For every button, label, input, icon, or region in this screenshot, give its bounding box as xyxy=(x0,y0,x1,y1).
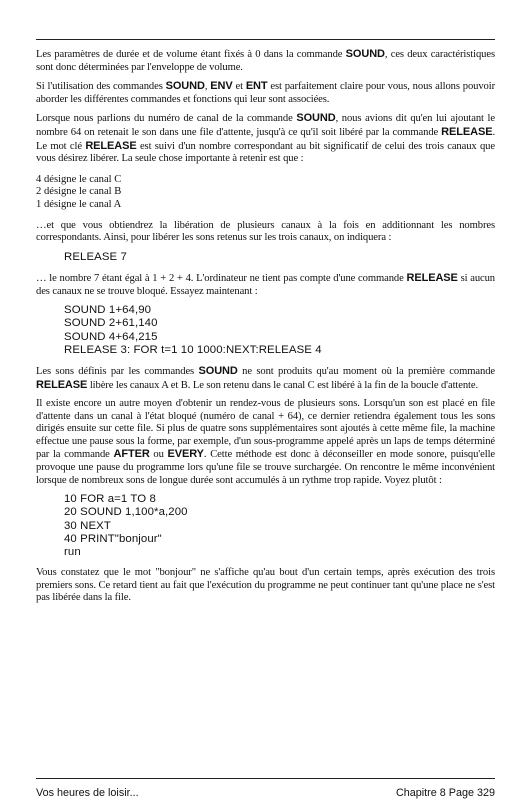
paragraph xyxy=(36,272,495,298)
code-block xyxy=(64,493,495,559)
paragraph xyxy=(36,365,495,392)
footer-rule xyxy=(36,778,495,779)
text: libère les canaux A et B. Le son retenu dans le canal C est libéré à la fin de la boucle d'attente. xyxy=(87,379,479,391)
header-rule xyxy=(36,39,495,40)
code-line: SOUND 1+64,90 xyxy=(64,304,152,317)
paragraph: …et que vous obtiendrez la libération de plusieurs canaux à la fois en additionnant les nombres correspondants. Ainsi, pour libérer les sons retenus sur les trois canaux, on indiquera : xyxy=(36,219,495,244)
code-line: 10 FOR a=1 TO 8 xyxy=(64,493,156,506)
keyword: SOUND xyxy=(198,364,238,377)
list-item: 2 désigne le canal B xyxy=(36,186,122,198)
keyword: SOUND xyxy=(345,48,385,60)
text: si aucun des canaux ne se trouve bloqué. Essayez maintenant : xyxy=(36,272,496,297)
text: . Cette méthode est donc à déconseiller en mode sonore, puisqu'elle provoque une pause du programme lors qu'une file se trouve surchargée. On rencontre le même inconvénient lorsque de nombreux sons de longue durée sont accumulés à un rythme trop rapide. Voyez plutôt : xyxy=(36,449,496,486)
text: est suivi d'un nombre correspondant au bit significatif de celui des trois canaux que vous désirez libérer. La seule chose importante à retenir est que : xyxy=(36,140,495,165)
paragraph xyxy=(36,398,495,487)
code-line: RELEASE 3: FOR t=1 10 1000:NEXT:RELEASE 4 xyxy=(64,343,322,356)
text: ou xyxy=(149,449,168,461)
list-item: 1 désigne le canal A xyxy=(36,198,122,210)
code-line: 20 SOUND 1,100*a,200 xyxy=(64,506,188,519)
paragraph xyxy=(36,48,495,74)
footer-page-number: Chapitre 8 Page 329 xyxy=(395,787,495,799)
text: est parfaitement claire pour vous, nous allons pouvoir aborder les différentes commandes et fonctions qui leur sont associées. xyxy=(36,81,496,105)
keyword: RELEASE xyxy=(85,139,137,152)
text: … le nombre 7 étant égal à 1 + 2 + 4. L'ordinateur ne tient pas compte d'une commande xyxy=(36,272,407,284)
code-block xyxy=(64,304,495,357)
paragraph xyxy=(36,80,495,106)
text: , nous avions dit qu'en lui ajoutant le nombre 64 on retenait le son dans une file d'attente, jusqu'à ce qu'il soit libéré par la commande xyxy=(36,113,495,138)
paragraph xyxy=(36,112,495,165)
keyword: SOUND xyxy=(296,112,336,125)
code-block xyxy=(64,251,495,264)
text: ne sont produits qu'au moment où la première commande xyxy=(237,365,495,377)
keyword: RELEASE xyxy=(36,378,88,391)
text: Les paramètres de durée et de volume étant fixés à 0 dans la commande xyxy=(36,49,346,60)
code-line: RELEASE 7 xyxy=(64,250,127,263)
footer-left: Vos heures de loisir... xyxy=(36,787,139,799)
page-body xyxy=(36,48,495,611)
text: Si l'utilisation des commandes xyxy=(36,81,166,93)
code-line: SOUND 4+64,215 xyxy=(64,330,158,343)
list-item: 4 désigne le canal C xyxy=(36,173,122,185)
text: , ces deux caractéristiques sont donc déterminées par l'enveloppe de volume. xyxy=(36,49,495,73)
channel-list xyxy=(36,174,495,212)
keyword: EVERY xyxy=(167,448,204,461)
keyword: RELEASE xyxy=(441,125,493,138)
code-line: 40 PRINT"bonjour" xyxy=(64,532,162,545)
text: , xyxy=(204,81,211,93)
code-line: SOUND 2+61,140 xyxy=(64,317,158,330)
keyword: ENV xyxy=(210,80,233,93)
keyword: AFTER xyxy=(113,448,150,461)
keyword: SOUND xyxy=(165,80,205,93)
text: et xyxy=(232,81,246,93)
keyword: RELEASE xyxy=(406,271,458,284)
text: . Le mot clé xyxy=(36,126,495,152)
text: Lorsque nous parlions du numéro de canal de la commande xyxy=(36,113,297,125)
page-footer xyxy=(36,787,495,799)
code-line: run xyxy=(64,546,81,559)
text: Il existe encore un autre moyen d'obtenir un rendez-vous de plusieurs sons. Lorsqu'un son est placé en file d'attente dans un canal à l'état bloqué (numéro de canal + 64), ce dernier retiendra également tous les sons dirigés ensuite sur cette file. Si plus de quatre sons supplémentaires sont ajoutés à cette même file, la machine effectue une pause sous la forme, par exemple, d'un sous-programme appelé après un laps de temps déterminé par la commande xyxy=(36,398,495,461)
code-line: 30 NEXT xyxy=(64,519,111,532)
keyword: ENT xyxy=(245,80,268,93)
paragraph: Vous constatez que le mot "bonjour" ne s'affiche qu'au bout d'un certain temps, après exécution des trois premiers sons. Ce retard tient au fait que l'exécution du programme ne peut continuer tant qu'une place ne s'est pas libérée dans la file. xyxy=(36,567,495,604)
text: Les sons définis par les commandes xyxy=(36,365,199,377)
